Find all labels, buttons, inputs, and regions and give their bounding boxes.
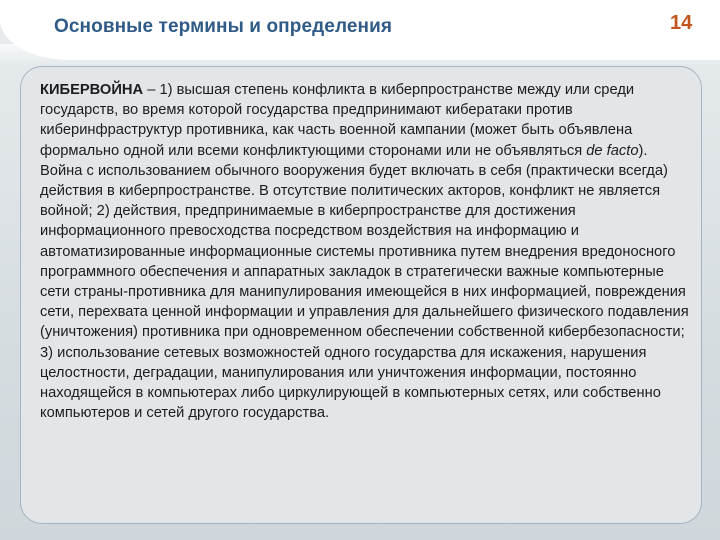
title-bar-shadow [0,44,720,66]
definition-text-part-1: – 1) высшая степень конфликта в киберпространстве между или среди государств, во время которой государства предпринимают кибератаки против киберинфраструктур противника, как часть военной кампании (может быть объявлена формально одной или всеми конфликтующими сторонами или не объявляться [40,82,635,159]
definition-term: КИБЕРВОЙНА [40,82,144,98]
definition-italic-phrase: de facto [586,142,639,159]
page-number: 14 [670,12,693,34]
slide-title: Основные термины и определения [54,16,393,37]
definition-paragraph [40,80,690,423]
definition-text-part-2: ). Война с использованием обычного вооружения будет включать в себя (практически всегда) действия в киберпространстве. В отсутствие политических акторов, конфликт не является войной; 2) действия, предпринимаемые в киберпространстве для достижения информационного превосходства посредством воздействия на информацию и автоматизированные информационные системы противника путем внедрения вредоносного программного обеспечения и аппаратных закладок в стратегически важные компьютерные сети страны-противника для манипулирования имеющейся в них информацией, повреждения сети, перехвата ценной информации и управления для дальнейшего физического подавления (уничтожения) противника при одновременном обеспечении собственной кибербезопасности; 3) использование сетевых возможностей одного государства для искажения, нарушения целостности, деградации, манипулирования или уничтожения информации, постоянно находящейся в компьютерах либо циркулирующей в компьютерных сетях, или собственно компьютеров и сетей другого государства. [40,142,689,422]
